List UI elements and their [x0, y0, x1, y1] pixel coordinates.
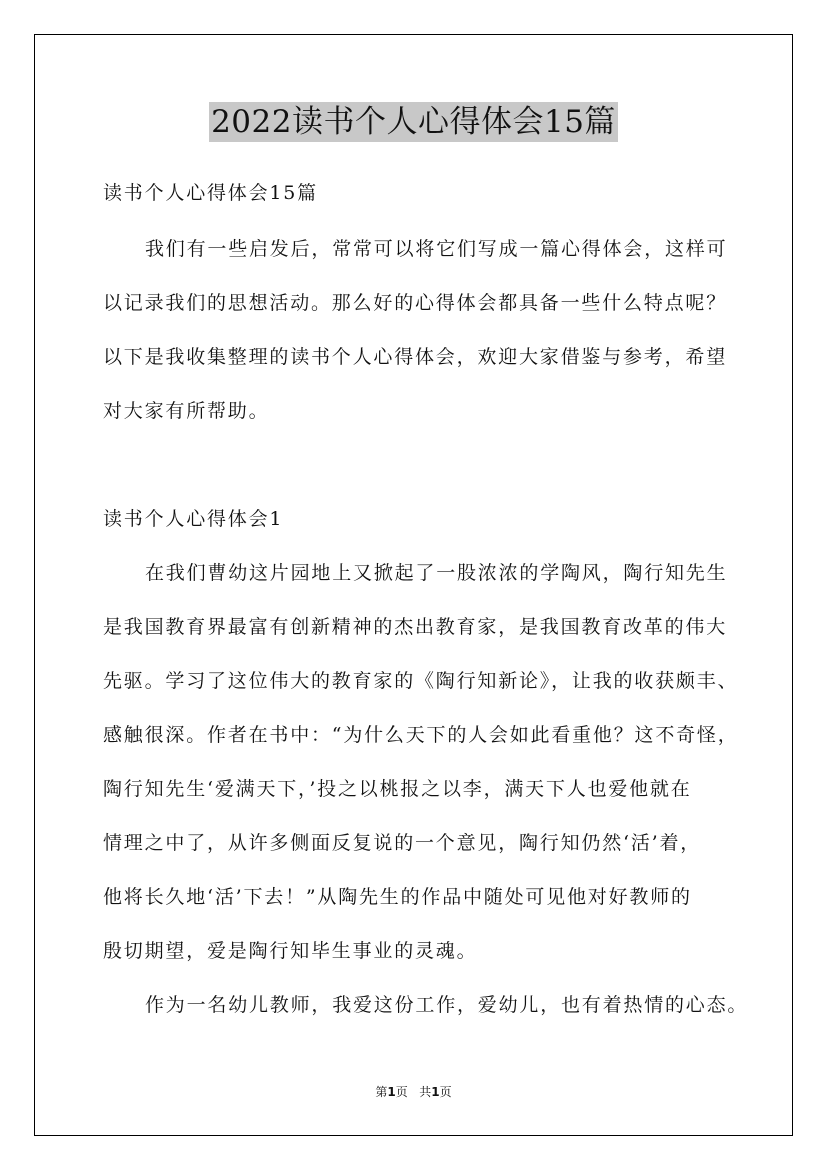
body-line-6: 情理之中了，从许多侧面反复说的一个意见，陶行知仍然‘活’着， — [103, 832, 702, 854]
body-line-7: 他将长久地‘活’下去！”从陶先生的作品中随处可见他对好教师的 — [103, 886, 692, 908]
page-label-prefix: 第 — [375, 1085, 388, 1099]
total-label-prefix: 共 — [419, 1085, 432, 1099]
title-container — [0, 102, 827, 142]
intro-line-4: 对大家有所帮助。 — [103, 400, 270, 422]
total-label-suffix: 页 — [439, 1085, 452, 1099]
body-line-1: 在我们曹幼这片园地上又掀起了一股浓浓的学陶风，陶行知先生 — [145, 562, 728, 584]
section-heading: 读书个人心得体会1 — [103, 508, 284, 530]
page-footer — [0, 1084, 827, 1100]
document-subtitle: 读书个人心得体会15篇 — [103, 182, 318, 204]
page-label-suffix: 页 — [395, 1085, 408, 1099]
document-title: 2022读书个人心得体会15篇 — [211, 104, 616, 140]
body-line-5: 陶行知先生‘爱满天下，’投之以桃报之以李，满天下人也爱他就在 — [103, 778, 692, 800]
body-line-9: 作为一名幼儿教师，我爱这份工作，爱幼儿，也有着热情的心态。 — [145, 994, 749, 1016]
body-line-3: 先驱。学习了这位伟大的教育家的《陶行知新论》，让我的收获颇丰、 — [103, 670, 739, 692]
page-number: 1 — [387, 1085, 396, 1099]
intro-line-3: 以下是我收集整理的读书个人心得体会，欢迎大家借鉴与参考，希望 — [103, 346, 728, 368]
intro-line-2: 以记录我们的思想活动。那么好的心得体会都具备一些什么特点呢？ — [103, 292, 728, 314]
total-pages: 1 — [431, 1085, 440, 1099]
intro-line-1: 我们有一些启发后，常常可以将它们写成一篇心得体会，这样可 — [145, 238, 728, 260]
body-line-2: 是我国教育界最富有创新精神的杰出教育家，是我国教育改革的伟大 — [103, 616, 728, 638]
body-line-4: 感触很深。作者在书中：“为什么天下的人会如此看重他？这不奇怪， — [103, 724, 739, 746]
body-line-8: 殷切期望，爱是陶行知毕生事业的灵魂。 — [103, 940, 478, 962]
